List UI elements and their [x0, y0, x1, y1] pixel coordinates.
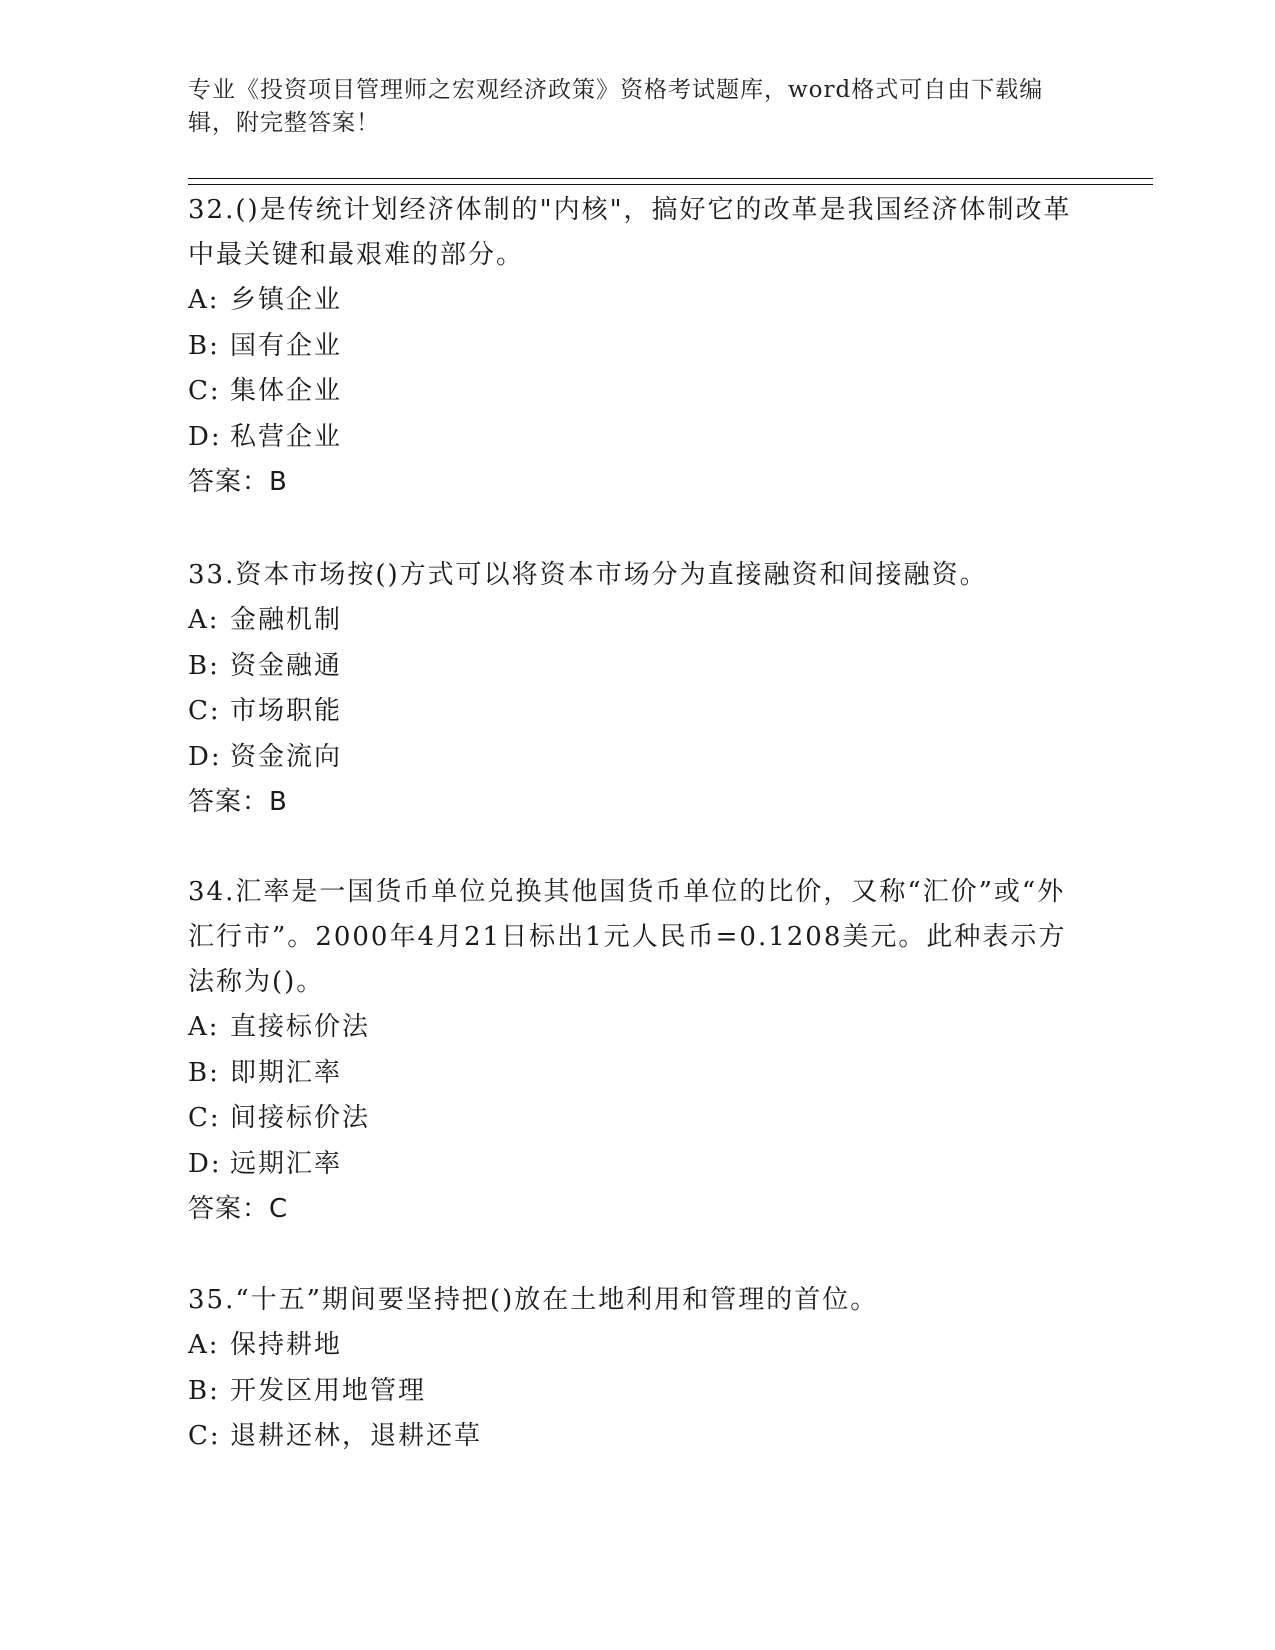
question-stem: 34.汇率是一国货币单位兑换其他国货币单位的比价，又称“汇价”或“外汇行市”。2000年4月21日标出1元人民币=0.1208美元。此种表示方法称为()。 [188, 877, 1067, 997]
option-text: 保持耕地 [230, 1330, 343, 1360]
option-a [188, 1323, 1088, 1369]
option-text: 市场职能 [230, 696, 343, 726]
option-text: 直接标价法 [230, 1012, 371, 1042]
option-letter: D: [188, 741, 222, 772]
option-letter: A: [188, 1330, 220, 1360]
option-text: 即期汇率 [230, 1057, 343, 1088]
option-text: 国有企业 [230, 330, 343, 361]
question-35 [188, 1278, 1088, 1460]
option-letter: C: [188, 696, 221, 726]
answer-line: 答案：B [188, 467, 288, 497]
option-b [188, 324, 1088, 370]
option-text: 资金流向 [230, 741, 343, 772]
document-header: 专业《投资项目管理师之宏观经济政策》资格考试题库，word格式可自由下载编辑，附完整答案！ [188, 77, 1044, 136]
option-letter: B: [188, 330, 220, 361]
header-divider-top [188, 178, 1153, 179]
option-a [188, 278, 1088, 324]
option-letter: B: [188, 1375, 220, 1406]
option-d [188, 415, 1088, 461]
option-text: 间接标价法 [230, 1103, 371, 1133]
option-letter: C: [188, 376, 221, 406]
option-letter: D: [188, 1148, 222, 1179]
question-34 [188, 870, 1088, 1233]
option-b [188, 1369, 1088, 1415]
option-text: 开发区用地管理 [230, 1375, 427, 1406]
question-32 [188, 188, 1088, 506]
option-text: 资金融通 [230, 650, 343, 681]
option-text: 金融机制 [230, 605, 343, 635]
option-b [188, 644, 1088, 690]
answer-line: 答案：B [188, 787, 288, 817]
question-stem: 33.资本市场按()方式可以将资本市场分为直接融资和间接融资。 [188, 560, 988, 590]
option-letter: C: [188, 1421, 221, 1451]
question-stem: 32.()是传统计划经济体制的"内核"，搞好它的改革是我国经济体制改革中最关键和最艰难的部分。 [188, 195, 1072, 270]
header-divider-bottom [188, 184, 1153, 185]
option-text: 私营企业 [230, 421, 343, 452]
option-text: 远期汇率 [230, 1148, 343, 1179]
option-c [188, 1096, 1088, 1142]
option-letter: A: [188, 285, 220, 315]
option-letter: A: [188, 605, 220, 635]
option-letter: B: [188, 1057, 220, 1088]
option-c [188, 369, 1088, 415]
option-letter: D: [188, 421, 222, 452]
option-b [188, 1051, 1088, 1097]
option-c [188, 689, 1088, 735]
option-text: 乡镇企业 [230, 285, 343, 315]
option-text: 集体企业 [230, 376, 343, 406]
option-letter: C: [188, 1103, 221, 1133]
question-33 [188, 553, 1088, 826]
question-stem: 35.“十五”期间要坚持把()放在土地利用和管理的首位。 [188, 1285, 879, 1315]
answer-line: 答案：C [188, 1194, 289, 1224]
option-a [188, 598, 1088, 644]
option-text: 退耕还林，退耕还草 [230, 1421, 483, 1451]
option-a [188, 1005, 1088, 1051]
option-d [188, 735, 1088, 781]
option-letter: B: [188, 650, 220, 681]
option-d [188, 1142, 1088, 1188]
option-letter: A: [188, 1012, 220, 1042]
option-c [188, 1414, 1088, 1460]
